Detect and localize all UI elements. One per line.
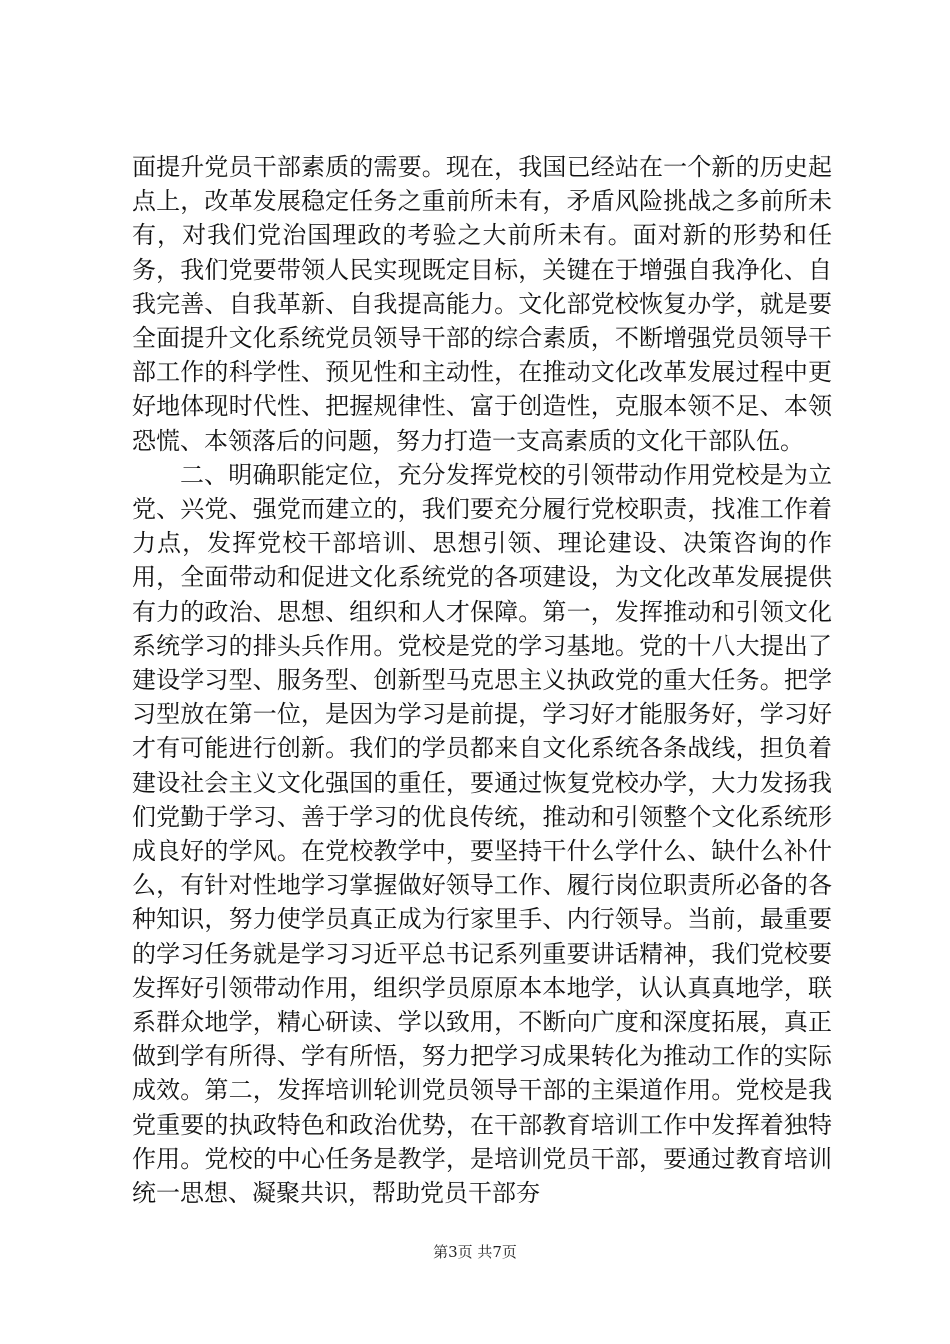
paragraph-1: 面提升党员干部素质的需要。现在，我国已经站在一个新的历史起点上，改革发展稳定任务之重前所未有，矛盾风险挑战之多前所未有，对我们党治国理政的考验之大前所未有。面对新的形势和任务，我们党要带领人民实现既定目标，关键在于增强自我净化、自我完善、自我革新、自我提高能力。文化部党校恢复办学，就是要全面提升文化系统党员领导干部的综合素质，不断增强党员领导干部工作的科学性、预见性和主动性，在推动文化改革发展过程中更好地体现时代性、把握规律性、富于创造性，克服本领不足、本领恐慌、本领落后的问题，努力打造一支高素质的文化干部队伍。 <box>132 153 832 455</box>
page-footer: 第3页 共7页 <box>433 1243 517 1261</box>
paragraph-2: 二、明确职能定位，充分发挥党校的引领带动作用党校是为立党、兴党、强党而建立的，我们要充分履行党校职责，找准工作着力点，发挥党校干部培训、思想引领、理论建设、决策咨询的作用，全面带动和促进文化系统党的各项建设，为文化改革发展提供有力的政治、思想、组织和人才保障。第一，发挥推动和引领文化系统学习的排头兵作用。党校是党的学习基地。党的十八大提出了建设学习型、服务型、创新型马克思主义执政党的重大任务。把学习型放在第一位，是因为学习是前提，学习好才能服务好，学习好才有可能进行创新。我们的学员都来自文化系统各条战线，担负着建设社会主义文化强国的重任，要通过恢复党校办学，大力发扬我们党勤于学习、善于学习的优良传统，推动和引领整个文化系统形成良好的学风。在党校教学中，要坚持干什么学什么、缺什么补什么，有针对性地学习掌握做好领导工作、履行岗位职责所必备的各种知识，努力使学员真正成为行家里手、内行领导。当前，最重要的学习任务就是学习习近平总书记系列重要讲话精神，我们党校要发挥好引领带动作用，组织学员原原本本地学，认认真真地学，联系群众地学，精心研读、学以致用，不断向广度和深度拓展，真正做到学有所得、学有所悟，努力把学习成果转化为推动工作的实际成效。第二，发挥培训轮训党员领导干部的主渠道作用。党校是我党重要的执政特色和政治优势，在干部教育培训工作中发挥着独特作用。党校的中心任务是教学，是培训党员干部，要通过教育培训统一思想、凝聚共识，帮助党员干部夯 <box>132 460 832 1208</box>
document-body <box>132 150 832 1210</box>
